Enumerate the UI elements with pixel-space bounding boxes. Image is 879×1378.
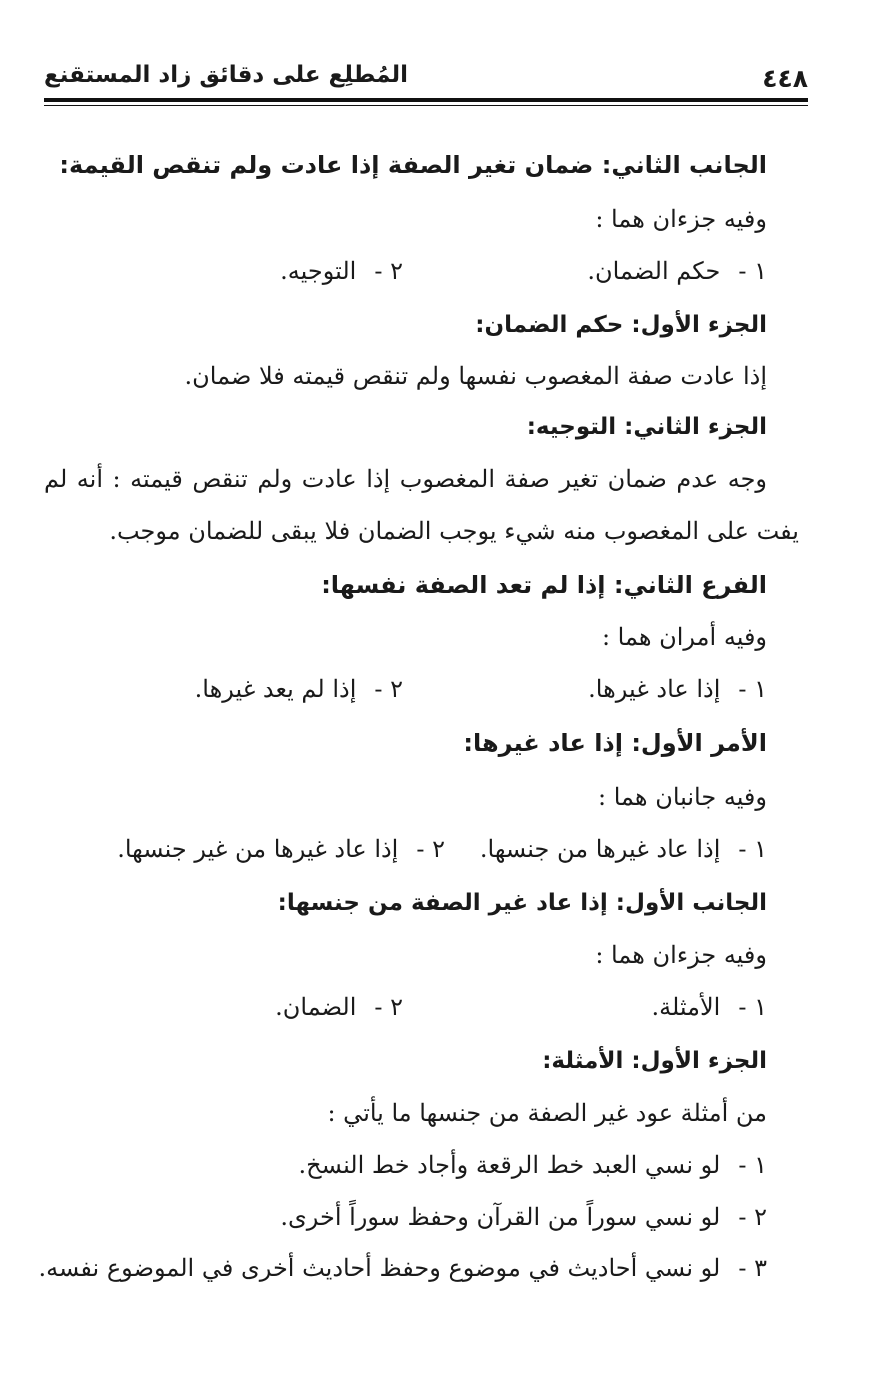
header-rule <box>44 98 808 102</box>
subsection-heading: الجزء الأول: حكم الضمان: <box>475 312 767 338</box>
list-number: ٢ - <box>738 1203 767 1231</box>
list-text: إذا عاد غيرها من غير جنسها. <box>117 835 399 863</box>
list-item <box>117 832 445 866</box>
paragraph: وجه عدم ضمان تغير صفة المغصوب إذا عادت ولم تنقص قيمته : أنه لم <box>44 465 767 493</box>
list-item <box>587 254 767 288</box>
subsection-heading: الجزء الأول: الأمثلة: <box>542 1048 767 1074</box>
list-text: الأمثلة. <box>651 993 721 1021</box>
page-header <box>44 58 808 100</box>
list-number: ٢ - <box>374 675 403 703</box>
list-number: ٢ - <box>416 835 445 863</box>
paragraph: وفيه جزءان هما : <box>595 941 767 969</box>
list-number: ٢ - <box>374 993 403 1021</box>
paragraph: إذا عادت صفة المغصوب نفسها ولم تنقص قيمته فلا ضمان. <box>184 362 767 390</box>
header-rule-thin <box>44 105 808 106</box>
page-number: ٤٤٨ <box>762 64 808 93</box>
list-number: ٢ - <box>374 257 403 285</box>
list-item <box>299 1148 767 1182</box>
list-text: لو نسي العبد خط الرقعة وأجاد خط النسخ. <box>298 1151 721 1179</box>
section-heading: الفرع الثاني: إذا لم تعد الصفة نفسها: <box>321 571 767 599</box>
list-item <box>280 1200 767 1234</box>
list-item <box>588 672 767 706</box>
list-text: إذا عاد غيرها. <box>588 675 721 703</box>
paragraph: وفيه جزءان هما : <box>595 205 767 233</box>
section-heading: الجانب الأول: إذا عاد غير الصفة من جنسها: <box>277 890 767 916</box>
list-text: إذا لم يعد غيرها. <box>194 675 357 703</box>
list-item <box>195 672 403 706</box>
list-number: ١ - <box>738 675 767 703</box>
paragraph: من أمثلة عود غير الصفة من جنسها ما يأتي : <box>327 1099 767 1127</box>
list-number: ٣ - <box>738 1254 767 1282</box>
list-text: لو نسي سوراً من القرآن وحفظ سوراً أخرى. <box>280 1203 721 1231</box>
list-number: ١ - <box>738 993 767 1021</box>
section-heading: الأمر الأول: إذا عاد غيرها: <box>463 729 767 757</box>
paragraph: وفيه أمران هما : <box>601 623 767 651</box>
paragraph: وفيه جانبان هما : <box>598 783 767 811</box>
list-item <box>480 832 767 866</box>
running-title: المُطلِع على دقائق زاد المستقنع <box>44 62 409 88</box>
list-item <box>280 254 403 288</box>
paragraph: يفت على المغصوب منه شيء يوجب الضمان فلا يبقى للضمان موجب. <box>109 517 799 545</box>
list-item <box>651 990 767 1024</box>
section-heading: الجانب الثاني: ضمان تغير الصفة إذا عادت ولم تنقص القيمة: <box>59 151 767 179</box>
list-text: حكم الضمان. <box>587 257 721 285</box>
list-number: ١ - <box>738 257 767 285</box>
list-text: الضمان. <box>275 993 357 1021</box>
list-number: ١ - <box>738 1151 767 1179</box>
list-text: إذا عاد غيرها من جنسها. <box>479 835 721 863</box>
list-number: ١ - <box>738 835 767 863</box>
subsection-heading: الجزء الثاني: التوجيه: <box>526 414 767 440</box>
list-item <box>275 990 403 1024</box>
list-text: التوجيه. <box>280 257 357 285</box>
list-item <box>39 1251 768 1285</box>
list-text: لو نسي أحاديث في موضوع وحفظ أحاديث أخرى في الموضوع نفسه. <box>38 1254 721 1282</box>
